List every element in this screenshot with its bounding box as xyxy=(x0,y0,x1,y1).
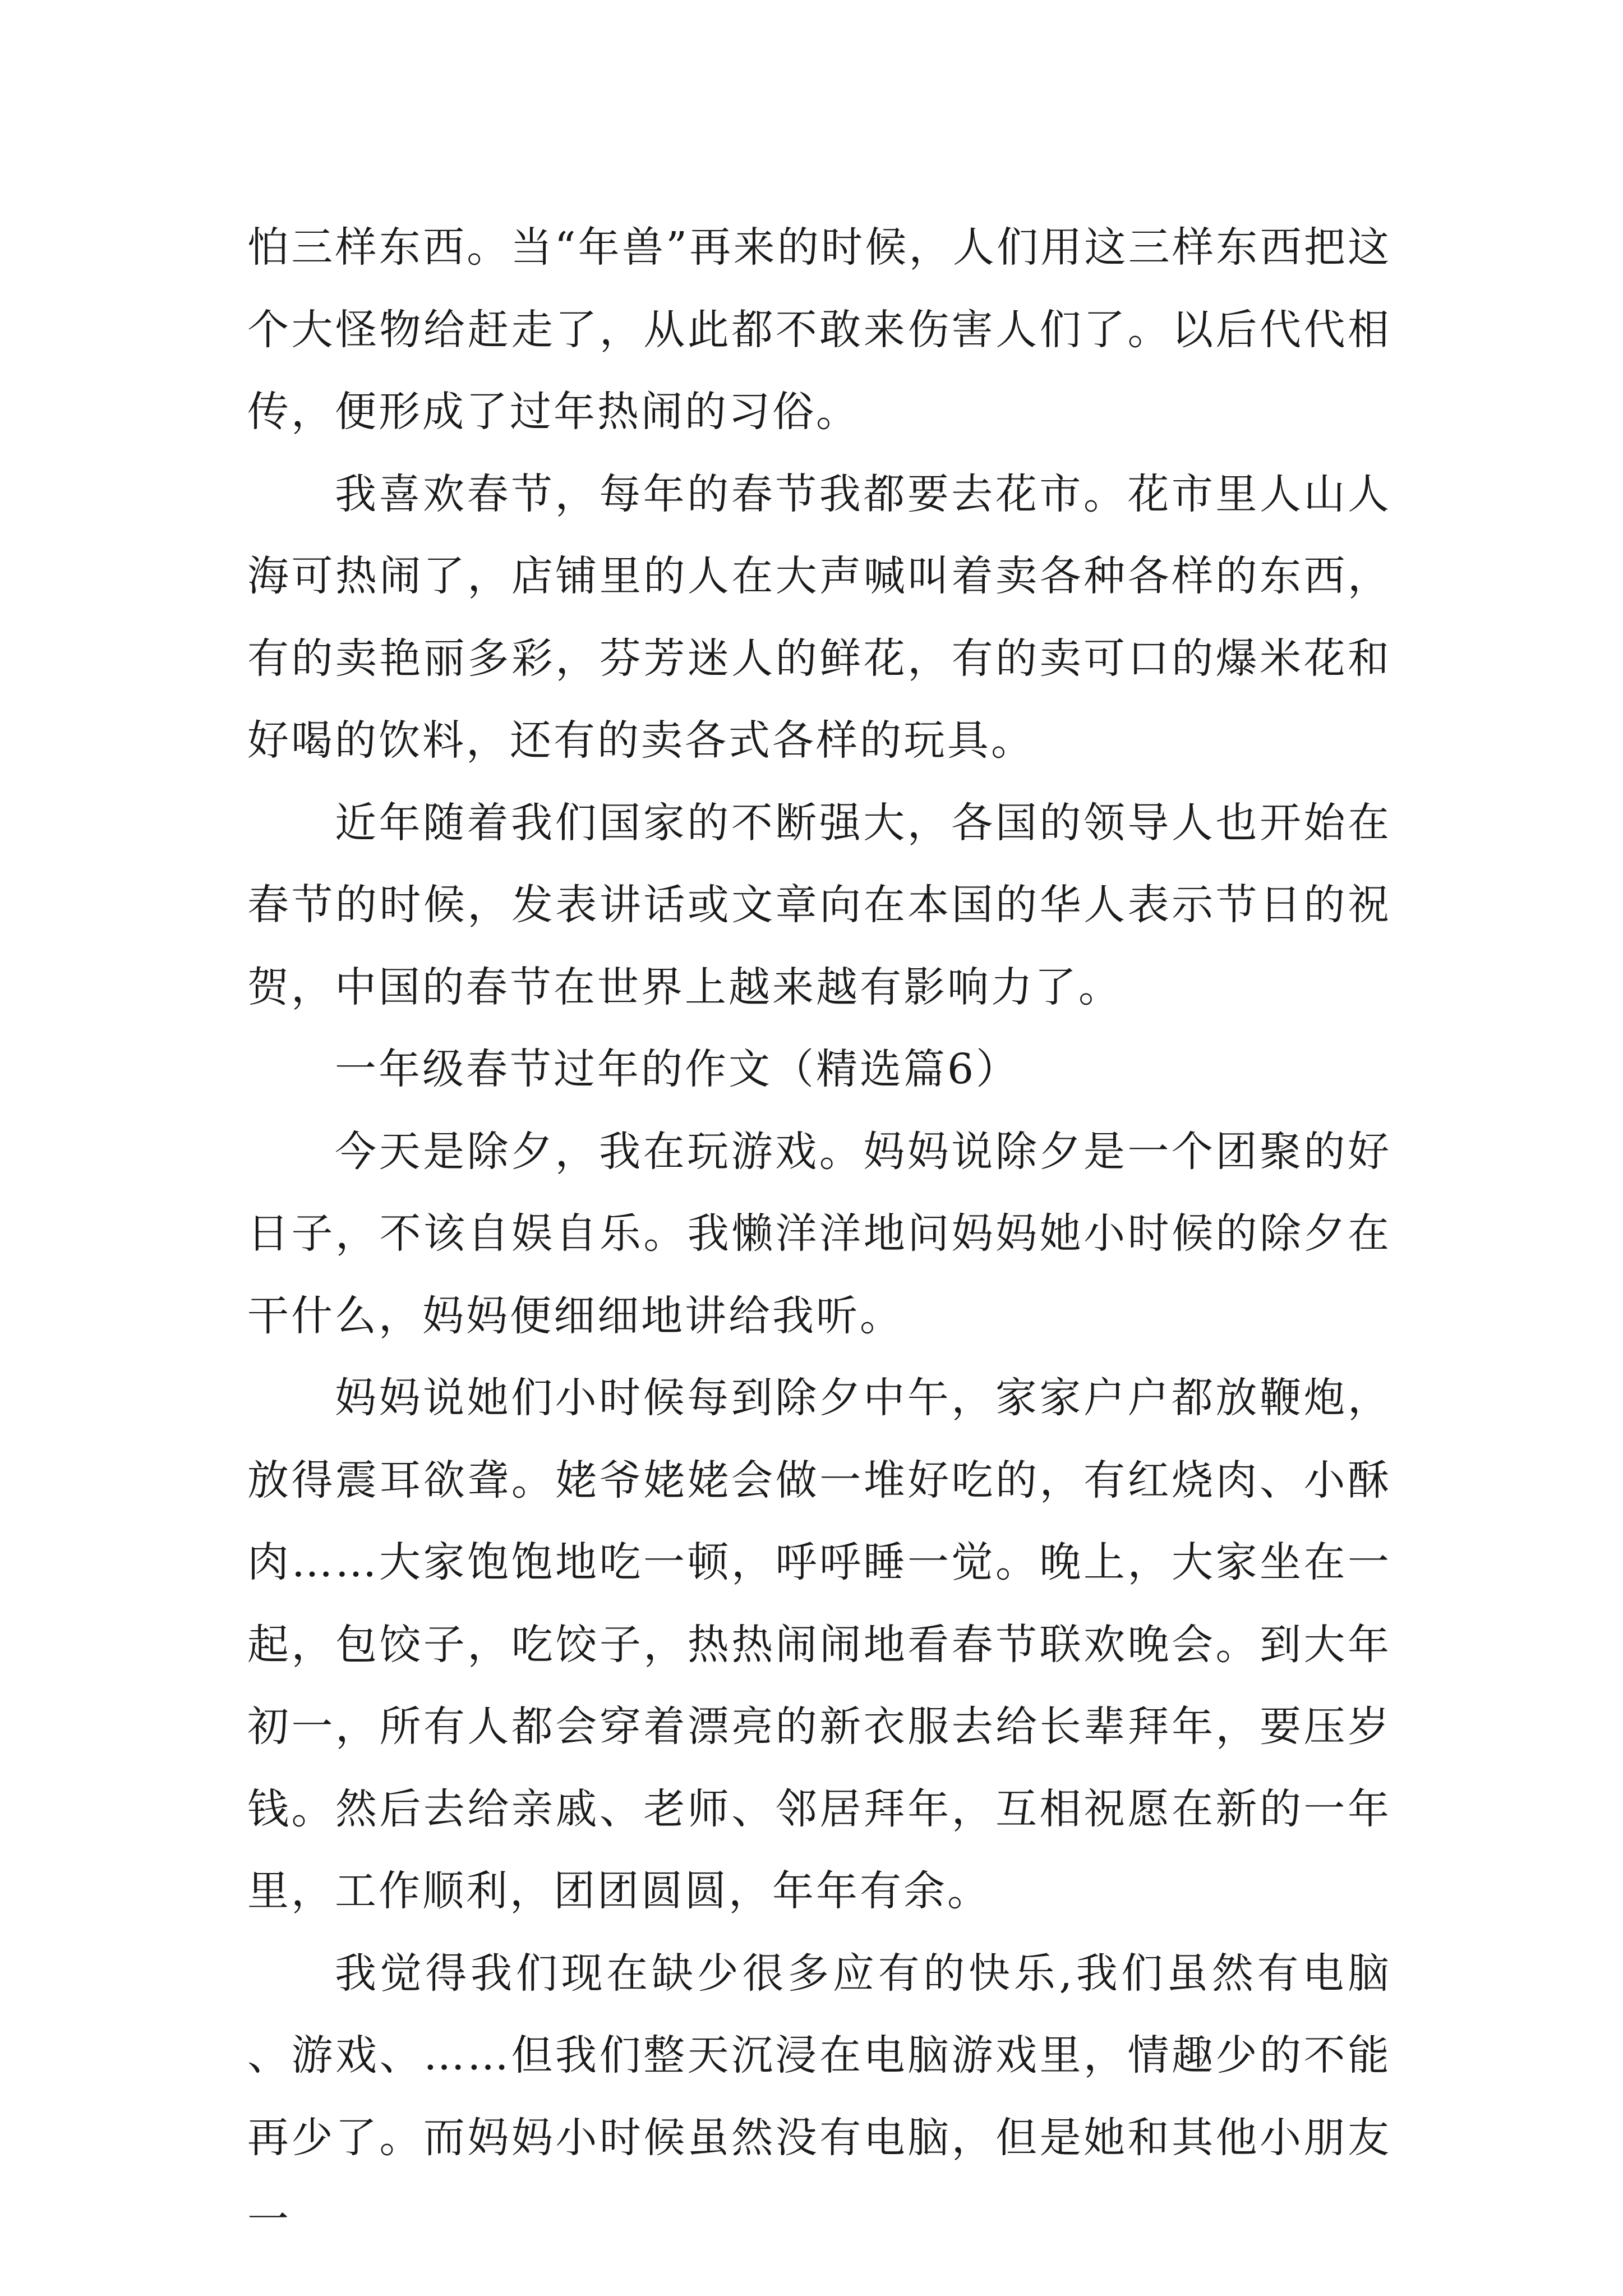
paragraph-flower-market: 我喜欢春节，每年的春节我都要去花市。花市里人山人海可热闹了，店铺里的人在大声喊叫着卖各种各样的东西，有的卖艳丽多彩，芬芳迷人的鲜花，有的卖可口的爆米花和好喝的饮料，还有的卖各式各样的玩具。 xyxy=(247,470,1391,765)
paragraph-reflection: 我觉得我们现在缺少很多应有的快乐,我们虽然有电脑、游戏、……但我们整天沉浸在电脑游戏里，情趣少的不能再少了。而妈妈小时候虽然没有电脑，但是她和其他小朋友一 xyxy=(247,1949,1391,2244)
paragraph-continuation: 怕三样东西。当“年兽”再来的时候，人们用这三样东西把这个大怪物给赶走了，从此都不敢来伤害人们了。以后代代相传，便形成了过年热闹的习俗。 xyxy=(247,223,1391,436)
paragraph-new-years-eve: 今天是除夕，我在玩游戏。妈妈说除夕是一个团聚的好日子，不该自娱自乐。我懒洋洋地问妈妈她小时候的除夕在干什么，妈妈便细细地讲给我听。 xyxy=(247,1127,1391,1340)
section-heading: 一年级春节过年的作文（精选篇6） xyxy=(335,1045,1020,1093)
paragraph-world-influence: 近年随着我们国家的不断强大，各国的领导人也开始在春节的时候，发表讲话或文章向在本国的华人表示节日的祝贺，中国的春节在世界上越来越有影响力了。 xyxy=(247,798,1391,1011)
essay-body xyxy=(247,206,1391,2261)
paragraph-mothers-childhood: 妈妈说她们小时候每到除夕中午，家家户户都放鞭炮，放得震耳欲聋。姥爷姥姥会做一堆好吃的，有红烧肉、小酥肉……大家饱饱地吃一顿，呼呼睡一觉。晚上，大家坐在一起，包饺子，吃饺子，热热闹闹地看春节联欢晚会。到大年初一，所有人都会穿着漂亮的新衣服去给长辈拜年，要压岁钱。然后去给亲戚、老师、邻居拜年，互相祝愿在新的一年里，工作顺利，团团圆圆，年年有余。 xyxy=(247,1374,1391,1915)
